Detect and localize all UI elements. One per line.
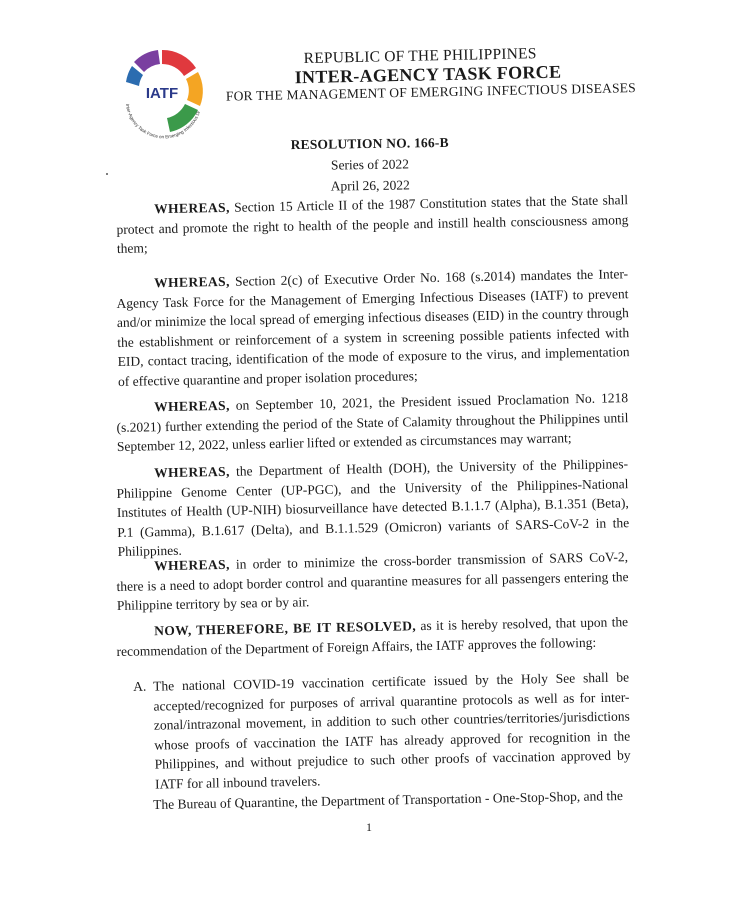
whereas-paragraph-3: WHEREAS, on September 10, 2021, the President issued Proclamation No. 1218 (s.2021) further extending the period of the State of Calamity throughout the Philippines until September 12, 2022, unless earlier lifted or extended as circumstances may warrant;	[116, 390, 629, 454]
page-number: 1	[366, 820, 372, 834]
letterhead	[210, 43, 651, 105]
resolution-series: Series of 2022	[330, 156, 410, 173]
resolution-date: April 26, 2022	[330, 177, 410, 194]
continuation-paragraph: The Bureau of Quarantine, the Department of Transportation - One-Stop-Shop, and the	[153, 787, 624, 812]
logo-arc-text: Inter-Agency Task Force on Emerging Infectious Di	[124, 103, 201, 140]
letterhead-agency: INTER-AGENCY TASK FORCE	[294, 61, 562, 88]
item-marker: A.	[133, 678, 147, 694]
whereas-paragraph-5: WHEREAS, in order to minimize the cross-border transmission of SARS CoV-2, there is a need to adopt border control and quarantine measures for all passengers entering the Philippine territory by sea or by air.	[116, 549, 629, 613]
scan-speck	[106, 173, 108, 175]
resolved-paragraph: NOW, THEREFORE, BE IT RESOLVED, as it is hereby resolved, that upon the recommendation of the Department of Foreign Affairs, the IATF approves the following:	[116, 614, 629, 659]
resolution-heading	[285, 135, 456, 195]
whereas-paragraph-4: WHEREAS, the Department of Health (DOH), the University of the Philippines-Philippine Genome Center (UP-PGC), and the University of the Philippines-National Institutes of Health (UP-NIH) biosurveillance have detected B.1.1.7 (Alpha), B.1.351 (Beta), P.1 (Gamma), B.1.617 (Delta), and B.1.1.529 (Omicron) variants of SARS-CoV-2 in the Philippines.	[116, 456, 630, 559]
logo-text: IATF	[145, 85, 179, 102]
letterhead-country: REPUBLIC OF THE PHILIPPINES	[303, 45, 537, 68]
resolution-title: RESOLUTION NO. 166-B	[290, 134, 449, 153]
whereas-paragraph-2: WHEREAS, Section 2(c) of Executive Order No. 168 (s.2014) mandates the Inter-Agency Task Force for the Management of Emerging Infectious Diseases (IATF) to prevent and/or minimize the local spread of emerging infectious diseases (EID) in the country through the establishment or reinforcement of a system in screening possible patients infected with EID, contact tracing, identification of the mode of exposure to the virus, and implementation of effective quarantine and proper isolation procedures;	[116, 266, 630, 389]
item-text: The national COVID-19 vaccination certificate issued by the Holy See shall be accepted/recognized for purposes of arrival quarantine protocols as well as for inter-zonal/intrazonal movement, in addition to such other countries/territories/jurisdictions whose proofs of vaccination the IATF has already approved for recognition in the Philippines, and without prejudice to such other proofs of vaccination approved by IATF for all inbound travelers.	[153, 669, 631, 792]
whereas-paragraph-1: WHEREAS, Section 15 Article II of the 1987 Constitution states that the State shall protect and promote the right to health of the people and instill health consciousness among them;	[116, 192, 629, 256]
letterhead-subtitle: FOR THE MANAGEMENT OF EMERGING INFECTIOUS DISEASES	[225, 80, 637, 104]
resolution-item-a	[133, 667, 631, 794]
